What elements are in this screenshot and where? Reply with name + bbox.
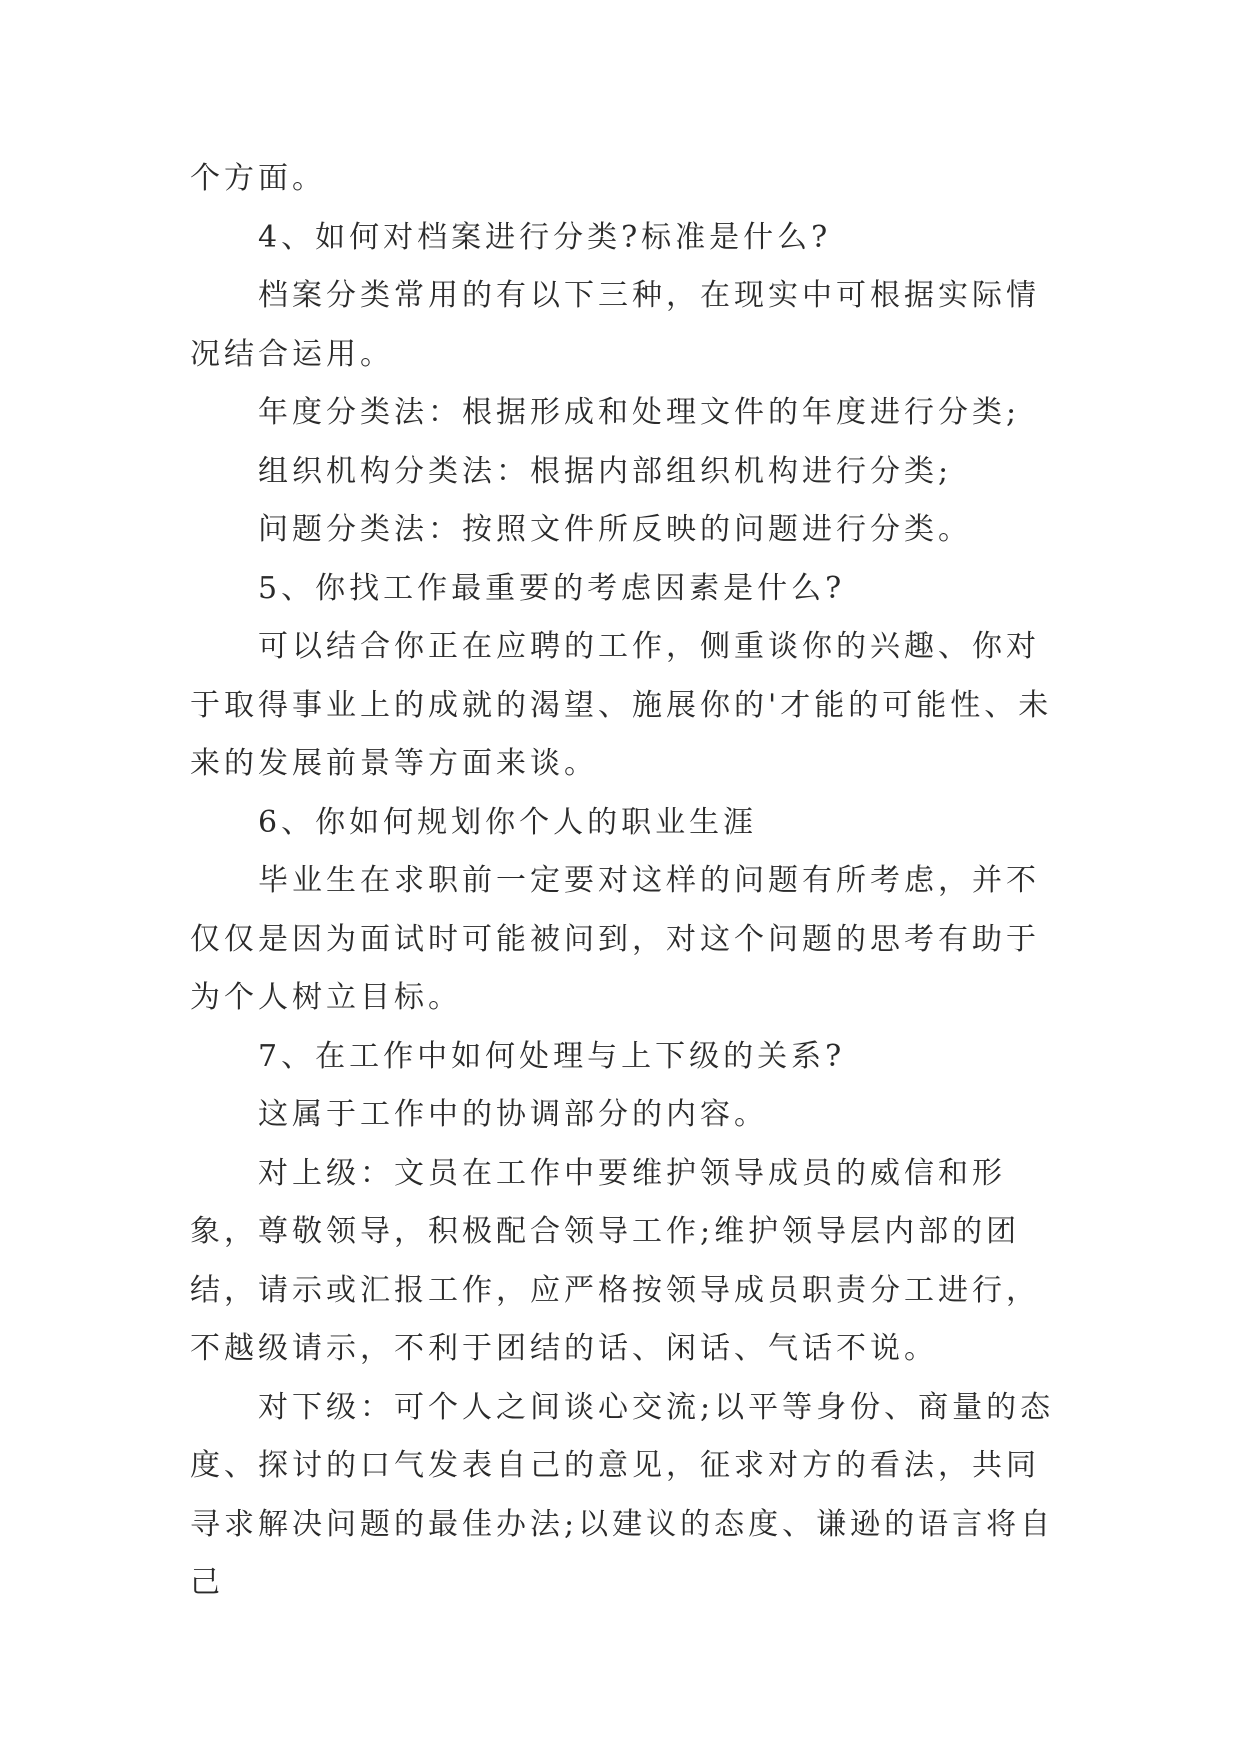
paragraph: 对上级：文员在工作中要维护领导成员的威信和形象，尊敬领导，积极配合领导工作;维护领导层内部的团结，请示或汇报工作，应严格按领导成员职责分工进行，不越级请示，不利于团结的话、闲话、气话不说。 <box>190 1155 1040 1366</box>
paragraph: 组织机构分类法：根据内部组织机构进行分类; <box>258 453 953 489</box>
document-body <box>190 150 1060 1613</box>
paragraph: 毕业生在求职前一定要对这样的问题有所考虑，并不仅仅是因为面试时可能被问到，对这个问题的思考有助于为个人树立目标。 <box>190 863 1040 1015</box>
paragraph: 这属于工作中的协调部分的内容。 <box>258 1097 768 1132</box>
paragraph: 可以结合你正在应聘的工作，侧重谈你的兴趣、你对于取得事业上的成就的渴望、施展你的'才能的可能性、未来的发展前景等方面来谈。 <box>190 629 1053 781</box>
question-heading: 7、在工作中如何处理与上下级的关系? <box>258 1038 846 1074</box>
paragraph: 个方面。 <box>190 161 326 196</box>
paragraph: 年度分类法：根据形成和处理文件的年度进行分类; <box>258 395 1021 430</box>
question-heading: 4、如何对档案进行分类?标准是什么? <box>258 219 832 255</box>
paragraph: 档案分类常用的有以下三种，在现实中可根据实际情况结合运用。 <box>190 278 1040 372</box>
paragraph: 问题分类法：按照文件所反映的问题进行分类。 <box>258 512 972 547</box>
question-heading: 5、你找工作最重要的考虑因素是什么? <box>258 570 846 606</box>
question-heading: 6、你如何规划你个人的职业生涯 <box>258 804 758 840</box>
paragraph: 对下级：可个人之间谈心交流;以平等身份、商量的态度、探讨的口气发表自己的意见，征求对方的看法，共同寻求解决问题的最佳办法;以建议的态度、谦逊的语言将自己 <box>190 1389 1055 1600</box>
